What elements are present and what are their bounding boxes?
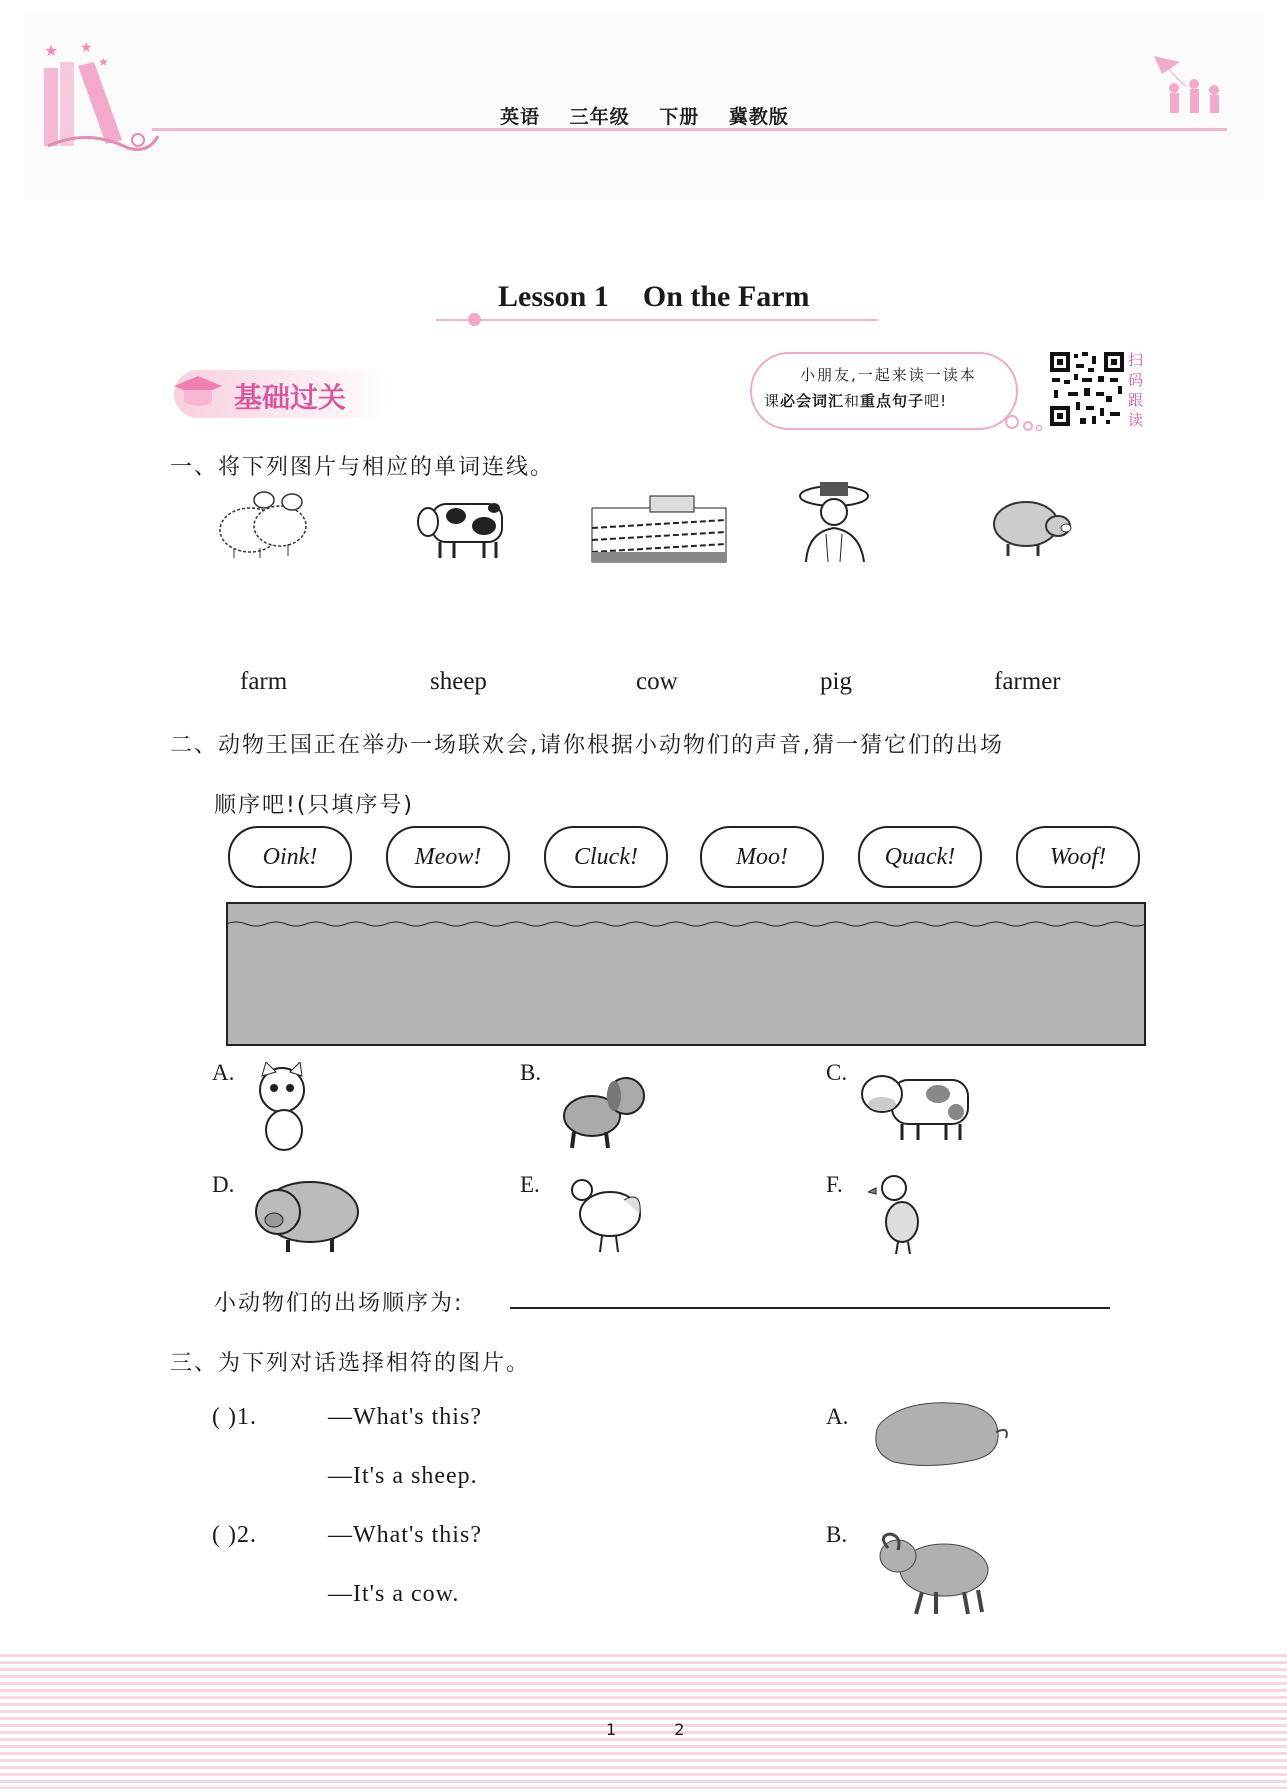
sound-bubble-moo: Moo!	[700, 826, 824, 888]
qr-code-icon[interactable]	[1048, 350, 1126, 428]
header-edition: 冀教版	[728, 106, 789, 128]
word-cow: cow	[636, 668, 678, 695]
header-book-decoration-icon	[38, 36, 168, 154]
farm-picture-icon	[590, 494, 728, 564]
scan-to-read-label: 扫 码 跟 读	[1128, 351, 1144, 429]
q2-heading-line2: 顺序吧!(只填序号)	[214, 793, 414, 818]
lesson-title	[498, 280, 810, 314]
q1-heading: 一、将下列图片与相应的单词连线。	[170, 455, 555, 480]
cow-picture-icon	[414, 486, 514, 562]
tip-line-1: 小朋友,一起来读一读本	[800, 366, 977, 384]
sheep-silhouette-icon	[874, 1526, 996, 1618]
q3-item1-question: —What's this?	[328, 1404, 482, 1430]
pig-cartoon-picture-icon	[248, 1172, 366, 1256]
word-pig: pig	[820, 668, 852, 695]
option-c-label: C.	[826, 1060, 848, 1085]
order-answer-label: 小动物们的出场顺序为:	[214, 1291, 464, 1316]
title-underline	[436, 319, 878, 321]
word-farm: farm	[240, 668, 288, 695]
option-f-label: F.	[826, 1172, 843, 1197]
q2-heading-line1: 二、动物王国正在举办一场联欢会,请你根据小动物们的声音,猜一猜它们的出场	[170, 733, 1004, 758]
sheep-picture-icon	[214, 486, 314, 562]
option-d-label: D.	[212, 1172, 235, 1197]
sound-bubble-meow: Meow!	[386, 826, 510, 888]
duck-picture-icon	[868, 1170, 928, 1256]
option-e-label: E.	[520, 1172, 540, 1197]
title-dot	[468, 313, 481, 326]
tip-line-2: 课必会词汇和重点句子吧!	[764, 392, 948, 410]
sound-bubble-cluck: Cluck!	[544, 826, 668, 888]
svg-text:★: ★	[44, 41, 59, 60]
option-a-label: A.	[212, 1060, 235, 1085]
order-answer-blank[interactable]	[510, 1307, 1110, 1309]
curtain-wave-icon	[226, 920, 1146, 928]
word-farmer: farmer	[994, 668, 1061, 695]
farmer-picture-icon	[786, 478, 884, 564]
q3-item2-blank[interactable]: ( )2.	[212, 1522, 257, 1548]
q3-item1-answer: —It's a sheep.	[328, 1463, 478, 1489]
lesson-name: On the Farm	[642, 280, 810, 313]
q3-heading: 三、为下列对话选择相符的图片。	[170, 1351, 531, 1376]
graduation-cap-icon	[170, 370, 226, 416]
pig-picture-icon	[986, 492, 1076, 562]
q3-option-a-label: A.	[826, 1404, 849, 1429]
svg-text:★: ★	[98, 55, 109, 69]
q3-item1-blank[interactable]: ( )1.	[212, 1404, 257, 1430]
sound-bubble-oink: Oink!	[228, 826, 352, 888]
header-subject: 英语	[500, 106, 541, 128]
q3-item2-question: —What's this?	[328, 1522, 482, 1548]
cat-picture-icon	[246, 1062, 326, 1154]
header-volume: 下册	[659, 106, 700, 128]
children-kite-icon	[1150, 52, 1230, 132]
option-b-label: B.	[520, 1060, 542, 1085]
pig-silhouette-icon	[870, 1396, 1012, 1470]
page-number: 1 2	[606, 1720, 685, 1739]
dog-picture-icon	[556, 1066, 656, 1152]
svg-text:★: ★	[80, 40, 93, 56]
section-badge: 基础过关	[234, 381, 347, 414]
sound-bubble-quack: Quack!	[858, 826, 982, 888]
cloud-tail-icon	[1004, 414, 1044, 434]
hen-picture-icon	[566, 1170, 648, 1256]
header-title	[500, 102, 789, 129]
lesson-number: Lesson 1	[498, 280, 609, 313]
header-grade: 三年级	[569, 106, 630, 128]
word-sheep: sheep	[430, 668, 487, 695]
q3-option-b-label: B.	[826, 1522, 848, 1547]
sound-bubble-woof: Woof!	[1016, 826, 1140, 888]
cow-cartoon-picture-icon	[858, 1060, 988, 1146]
q3-item2-answer: —It's a cow.	[328, 1581, 460, 1607]
